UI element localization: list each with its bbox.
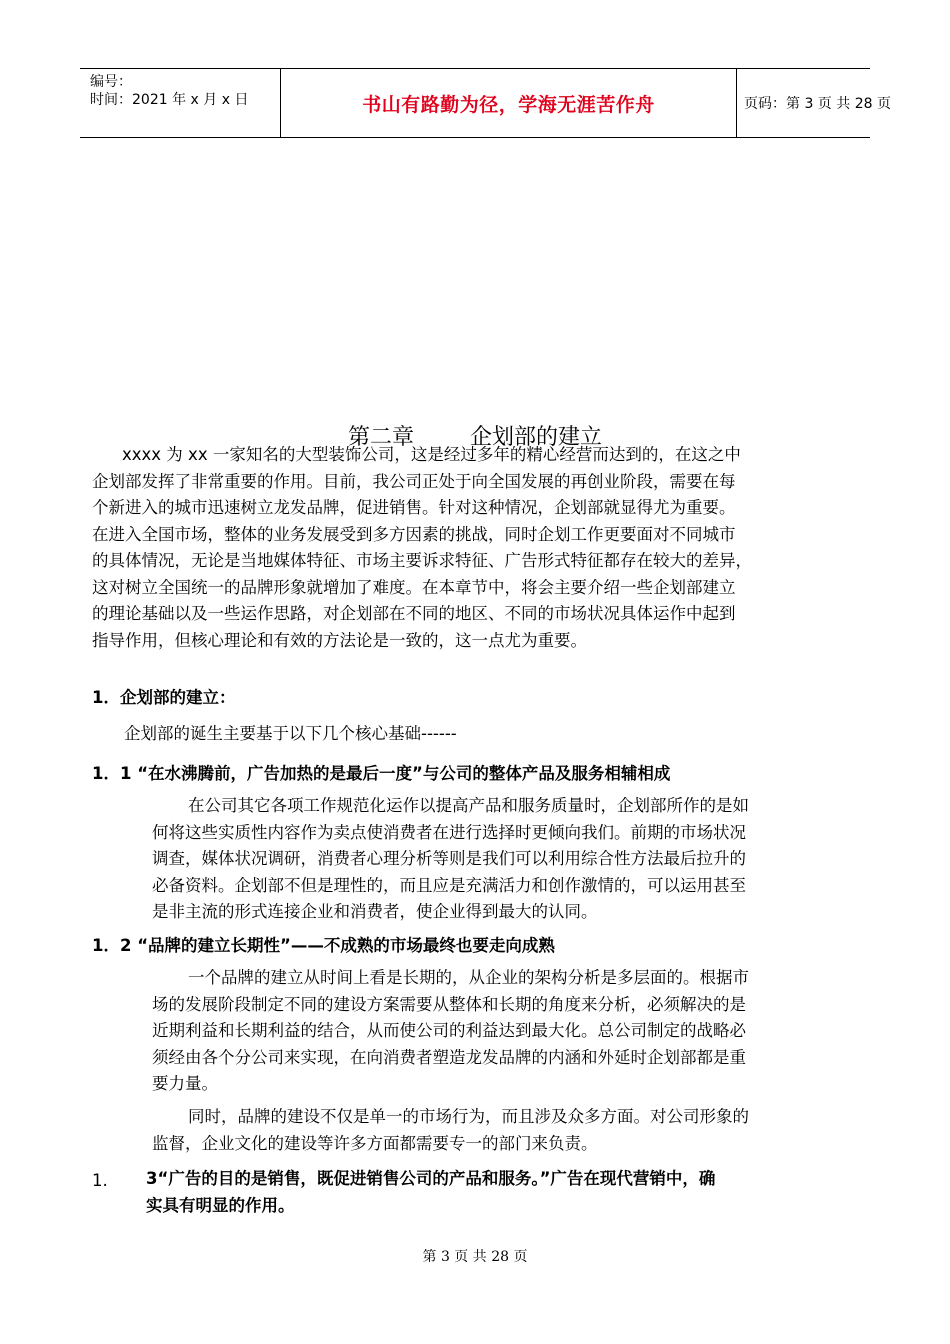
page-footer: 第 3 页 共 28 页 (422, 1249, 528, 1265)
paragraph-line: 要力量。 (152, 1074, 218, 1093)
header-left-cell (80, 69, 280, 137)
date-label: 时间：2021 年 x 月 x 日 (90, 92, 249, 108)
paragraph-line: 指导作用，但核心理论和有效的方法论是一致的，这一点尤为重要。 (92, 630, 587, 650)
section-number: 1. (92, 1171, 108, 1190)
paragraph-line: 何将这些实质性内容作为卖点使消费者在进行选择时更倾向我们。前期的市场状况 (152, 822, 746, 842)
document-header (80, 68, 891, 138)
paragraph-line: 这对树立全国统一的品牌形象就增加了难度。在本章节中，将会主要介绍一些企划部建立 (92, 577, 736, 597)
heading-line: 实具有明显的作用。 (146, 1196, 295, 1215)
paragraph-line: 的具体情况，无论是当地媒体特征、市场主要诉求特征、广告形式特征都存在较大的差异， (92, 551, 752, 570)
intro-paragraph (92, 442, 858, 654)
paragraph-line: 调查，媒体状况调研，消费者心理分析等则是我们可以利用综合性方法最后拉升的 (152, 849, 746, 868)
section-heading: 1．企划部的建立： (92, 688, 236, 707)
paragraph-line: 同时，品牌的建设不仅是单一的市场行为，而且涉及众多方面。对公司形象的 (188, 1107, 749, 1126)
paragraph-line: 个新进入的城市迅速树立龙发品牌，促进销售。针对这种情况，企划部就显得尤为重要。 (92, 498, 736, 517)
heading-line: 3“广告的目的是销售，既促进销售公司的产品和服务。”广告在现代营销中，确 (146, 1169, 716, 1188)
paragraph-line: 须经由各个分公司来实现，在向消费者塑造龙发品牌的内涵和外延时企划部都是重 (152, 1047, 746, 1067)
section-intro: 企划部的诞生主要基于以下几个核心基础------ (124, 724, 457, 743)
subsection-heading: 1．2 “品牌的建立长期性”——不成熟的市场最终也要走向成熟 (92, 936, 555, 955)
paragraph-line: 企划部发挥了非常重要的作用。目前，我公司正处于向全国发展的再创业阶段，需要在每 (92, 471, 736, 491)
subsection-paragraph (152, 793, 842, 926)
number-label: 编号： (90, 74, 132, 90)
subsection-heading (146, 1165, 846, 1219)
paragraph-line: 必备资料。企划部不但是理性的，而且应是充满活力和创作激情的，可以运用甚至 (152, 875, 746, 895)
header-page-info: 页码：第 3 页 共 28 页 (744, 96, 891, 112)
paragraph-line: 的理论基础以及一些运作思路，对企划部在不同的地区、不同的市场状况具体运作中起到 (92, 604, 736, 623)
header-page-cell (736, 69, 891, 137)
subsection-paragraph (152, 1104, 842, 1157)
paragraph-line: 是非主流的形式连接企业和消费者，使企业得到最大的认同。 (152, 902, 598, 921)
paragraph-line: 监督，企业文化的建设等许多方面都需要专一的部门来负责。 (152, 1133, 598, 1153)
paragraph-line: 近期利益和长期利益的结合，从而使公司的利益达到最大化。总公司制定的战略必 (152, 1021, 746, 1040)
subsection-paragraph (152, 965, 842, 1098)
header-motto-cell (280, 69, 737, 137)
paragraph-line: 在进入全国市场，整体的业务发展受到多方因素的挑战，同时企划工作更要面对不同城市 (92, 524, 736, 544)
subsection-heading: 1．1 “在水沸腾前，广告加热的是最后一度”与公司的整体产品及服务相辅相成 (92, 764, 671, 783)
paragraph-line: 场的发展阶段制定不同的建设方案需要从整体和长期的角度来分析，必须解决的是 (152, 994, 746, 1014)
paragraph-line: 一个品牌的建立从时间上看是长期的，从企业的架构分析是多层面的。根据市 (188, 968, 749, 987)
chapter-title: 第二章 企划部的建立 (348, 425, 602, 450)
header-motto: 书山有路勤为径，学海无涯苦作舟 (362, 93, 655, 116)
paragraph-line: 在公司其它各项工作规范化运作以提高产品和服务质量时，企划部所作的是如 (188, 796, 749, 815)
paragraph-line: xxxx 为 xx 一家知名的大型装饰公司，这是经过多年的精心经营而达到的，在这之中 (122, 445, 741, 464)
